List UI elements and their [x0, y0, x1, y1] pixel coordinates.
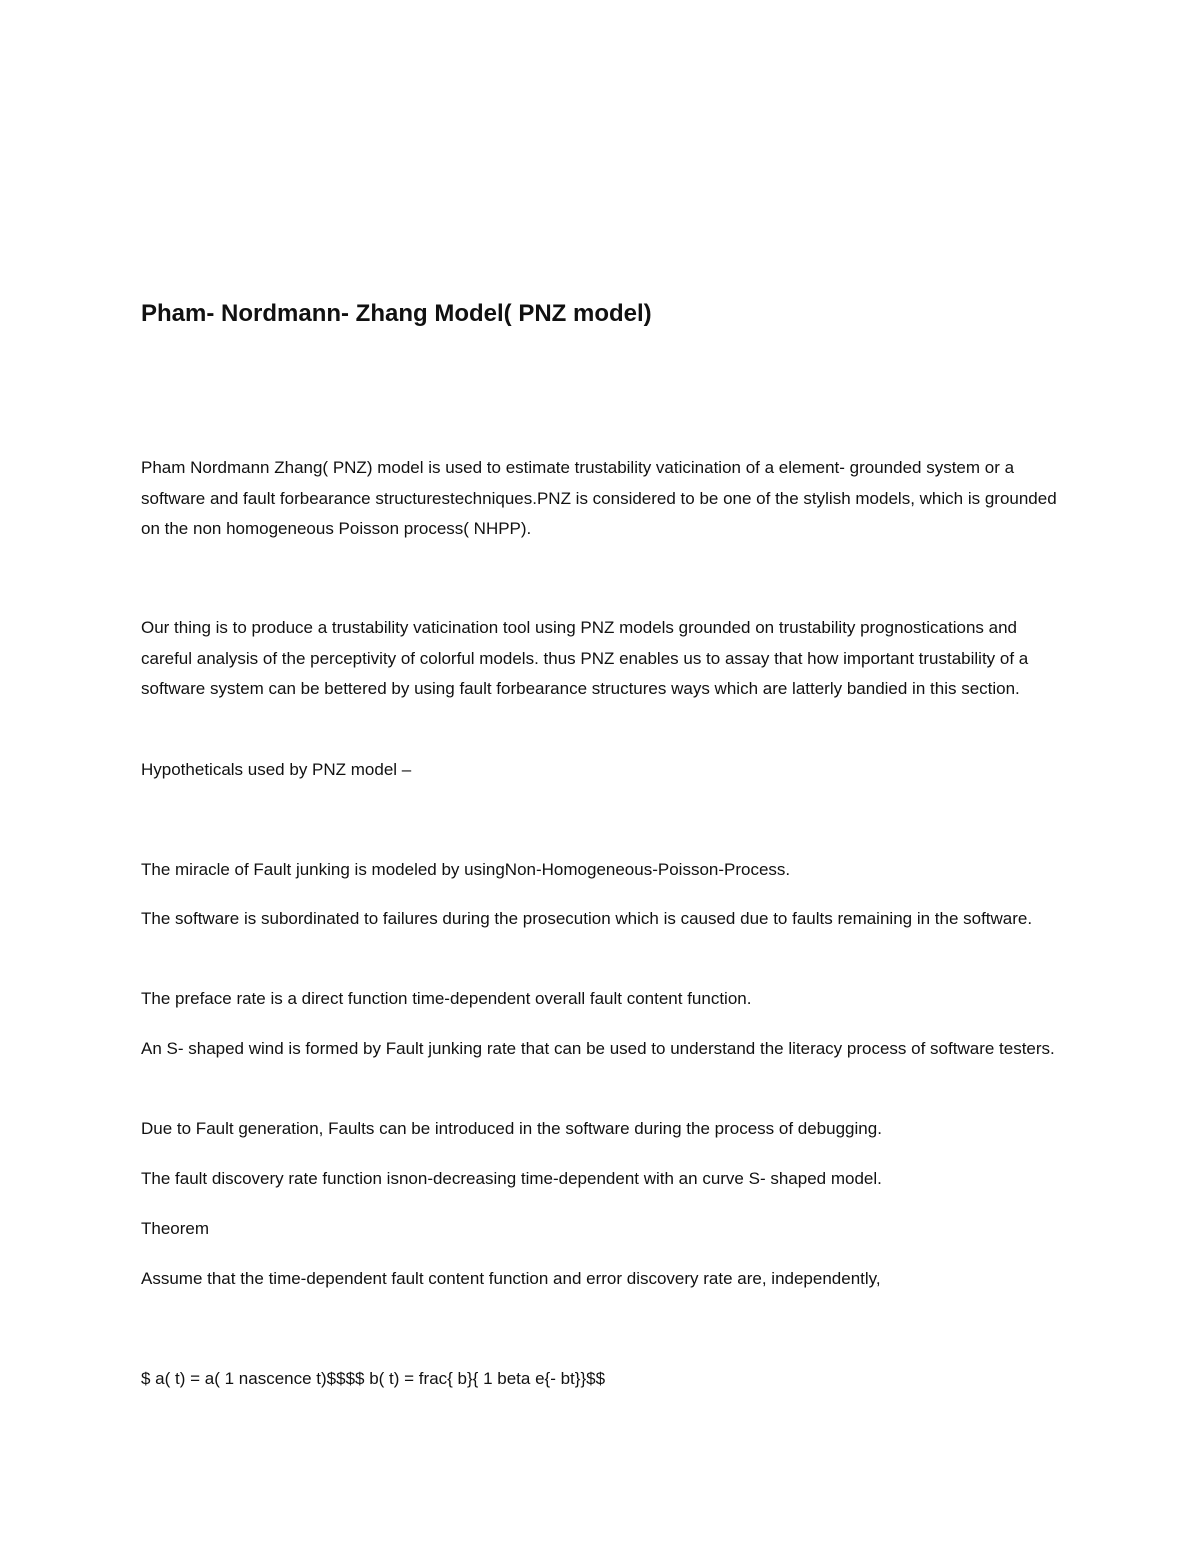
goal-paragraph: Our thing is to produce a trustability vaticination tool using PNZ models grounded on trustability prognostications and careful analysis of the perceptivity of colorful models. thus PNZ enables us to assay that how important trustability of a software system can be bettered by using fault forbearance structures ways which are latterly bandied in this section. [141, 618, 1029, 698]
hypothesis-item-1: The miracle of Fault junking is modeled by usingNon-Homogeneous-Poisson-Process. [141, 860, 791, 879]
hypothesis-item-2: The software is subordinated to failures during the prosecution which is caused due to faults remaining in the software. [141, 909, 1033, 928]
theorem-label: Theorem [141, 1219, 210, 1238]
hypothesis-item-5: Due to Fault generation, Faults can be introduced in the software during the process of debugging. [141, 1119, 882, 1138]
hypothesis-item-3: The preface rate is a direct function time-dependent overall fault content function. [141, 989, 752, 1008]
intro-paragraph: Pham Nordmann Zhang( PNZ) model is used to estimate trustability vaticination of a element- grounded system or a software and fault forbearance structurestechniques.PNZ is considered to be one of the stylish models, which is grounded on the non homogeneous Poisson process( NHPP). [141, 458, 1057, 538]
document-title: Pham- Nordmann- Zhang Model( PNZ model) [141, 300, 652, 327]
hypothesis-item-6: The fault discovery rate function isnon-decreasing time-dependent with an curve S- shaped model. [141, 1169, 882, 1188]
theorem-statement: Assume that the time-dependent fault content function and error discovery rate are, independently, [141, 1269, 881, 1288]
hypotheticals-heading: Hypotheticals used by PNZ model – [141, 760, 412, 779]
hypothesis-item-4: An S- shaped wind is formed by Fault junking rate that can be used to understand the literacy process of software testers. [141, 1039, 1055, 1058]
formula-line: $ a( t) = a( 1 nascence t)$$$$ b( t) = frac{ b}{ 1 beta e{- bt}}$$ [141, 1369, 606, 1388]
